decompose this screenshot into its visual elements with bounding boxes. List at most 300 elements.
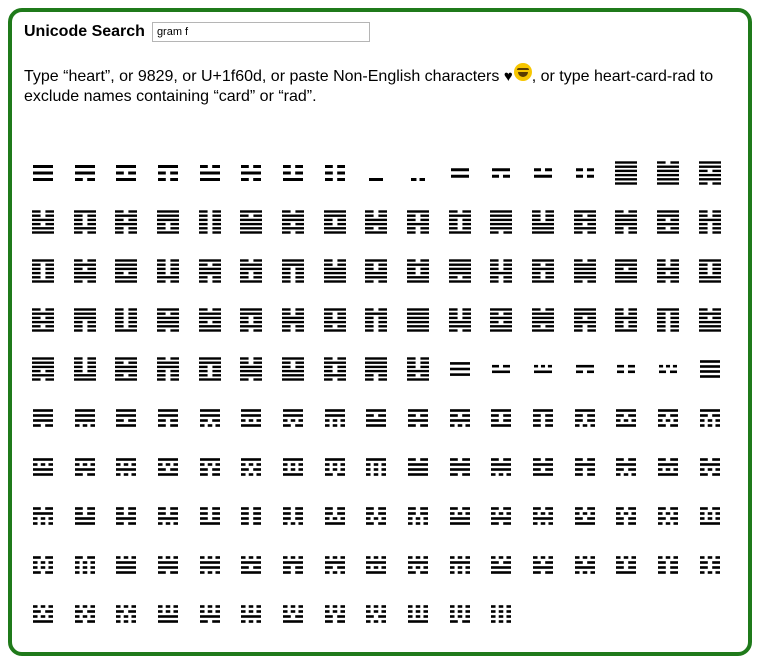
instructions-part-2: , or type heart-card-rad to exclude names containing “card” or “rad”.: [24, 68, 714, 105]
result-glyph[interactable]: [64, 589, 106, 638]
result-glyph[interactable]: [105, 589, 147, 638]
result-glyph[interactable]: [606, 393, 648, 442]
line-glyph-icon: [570, 450, 600, 484]
result-glyph[interactable]: [647, 197, 689, 246]
result-glyph[interactable]: [105, 295, 147, 344]
line-glyph-icon: [195, 156, 225, 190]
result-glyph[interactable]: [689, 246, 731, 295]
result-glyph[interactable]: [689, 148, 731, 197]
search-input[interactable]: [152, 22, 370, 42]
result-glyph[interactable]: [272, 197, 314, 246]
result-glyph[interactable]: [272, 442, 314, 491]
line-glyph-icon: [445, 352, 475, 386]
result-glyph[interactable]: [64, 344, 106, 393]
result-glyph[interactable]: [189, 442, 231, 491]
line-glyph-icon: [528, 401, 558, 435]
result-glyph[interactable]: [439, 589, 481, 638]
result-glyph[interactable]: [314, 393, 356, 442]
result-glyph[interactable]: [397, 148, 439, 197]
result-glyph[interactable]: [314, 442, 356, 491]
line-glyph-icon: [528, 548, 558, 582]
result-glyph[interactable]: [397, 295, 439, 344]
result-glyph[interactable]: [230, 148, 272, 197]
result-glyph[interactable]: [481, 344, 523, 393]
result-glyph[interactable]: [105, 540, 147, 589]
result-glyph[interactable]: [105, 246, 147, 295]
result-glyph[interactable]: [481, 442, 523, 491]
result-glyph[interactable]: [356, 491, 398, 540]
result-glyph[interactable]: [147, 393, 189, 442]
line-glyph-icon: [695, 303, 725, 337]
result-glyph[interactable]: [481, 148, 523, 197]
result-glyph[interactable]: [481, 246, 523, 295]
line-glyph-icon: [28, 450, 58, 484]
result-glyph[interactable]: [397, 197, 439, 246]
result-glyph[interactable]: [230, 344, 272, 393]
result-glyph[interactable]: [689, 491, 731, 540]
line-glyph-icon: [70, 303, 100, 337]
line-glyph-icon: [70, 352, 100, 386]
line-glyph-icon: [195, 548, 225, 582]
line-glyph-icon: [486, 352, 516, 386]
line-glyph-icon: [653, 303, 683, 337]
line-glyph-icon: [320, 156, 350, 190]
result-glyph[interactable]: [147, 540, 189, 589]
line-glyph-icon: [153, 548, 183, 582]
result-glyph[interactable]: [105, 442, 147, 491]
line-glyph-icon: [611, 450, 641, 484]
result-glyph[interactable]: [481, 491, 523, 540]
result-glyph[interactable]: [22, 393, 64, 442]
line-glyph-icon: [403, 303, 433, 337]
result-glyph[interactable]: [481, 393, 523, 442]
result-glyph[interactable]: [606, 491, 648, 540]
line-glyph-icon: [695, 401, 725, 435]
result-glyph[interactable]: [606, 540, 648, 589]
line-glyph-icon: [695, 254, 725, 288]
line-glyph-icon: [361, 548, 391, 582]
line-glyph-icon: [570, 303, 600, 337]
line-glyph-icon: [153, 401, 183, 435]
line-glyph-icon: [361, 401, 391, 435]
result-glyph[interactable]: [189, 344, 231, 393]
line-glyph-icon: [111, 499, 141, 533]
line-glyph-icon: [695, 205, 725, 239]
line-glyph-icon: [320, 254, 350, 288]
line-glyph-icon: [528, 303, 558, 337]
line-glyph-icon: [195, 450, 225, 484]
result-glyph[interactable]: [522, 442, 564, 491]
line-glyph-icon: [486, 205, 516, 239]
line-glyph-icon: [320, 352, 350, 386]
result-glyph[interactable]: [522, 246, 564, 295]
line-glyph-icon: [70, 597, 100, 631]
result-glyph[interactable]: [230, 442, 272, 491]
line-glyph-icon: [445, 597, 475, 631]
result-glyph[interactable]: [439, 148, 481, 197]
result-glyph[interactable]: [606, 442, 648, 491]
line-glyph-icon: [320, 303, 350, 337]
result-glyph[interactable]: [22, 589, 64, 638]
result-glyph[interactable]: [189, 148, 231, 197]
result-glyph[interactable]: [564, 344, 606, 393]
result-glyph[interactable]: [564, 442, 606, 491]
line-glyph-icon: [28, 254, 58, 288]
line-glyph-icon: [528, 352, 558, 386]
line-glyph-icon: [70, 156, 100, 190]
result-glyph[interactable]: [314, 148, 356, 197]
result-glyph[interactable]: [689, 540, 731, 589]
result-glyph[interactable]: [105, 197, 147, 246]
result-glyph[interactable]: [356, 197, 398, 246]
result-glyph[interactable]: [22, 344, 64, 393]
line-glyph-icon: [236, 254, 266, 288]
result-glyph[interactable]: [689, 197, 731, 246]
result-glyph[interactable]: [564, 148, 606, 197]
line-glyph-icon: [195, 597, 225, 631]
result-glyph[interactable]: [189, 393, 231, 442]
line-glyph-icon: [236, 597, 266, 631]
line-glyph-icon: [195, 401, 225, 435]
line-glyph-icon: [28, 548, 58, 582]
line-glyph-icon: [70, 499, 100, 533]
result-glyph[interactable]: [397, 344, 439, 393]
result-glyph[interactable]: [64, 148, 106, 197]
line-glyph-icon: [195, 352, 225, 386]
line-glyph-icon: [111, 548, 141, 582]
result-glyph[interactable]: [522, 295, 564, 344]
line-glyph-icon: [486, 156, 516, 190]
result-glyph[interactable]: [147, 442, 189, 491]
result-glyph[interactable]: [314, 540, 356, 589]
result-glyph[interactable]: [439, 246, 481, 295]
result-glyph[interactable]: [356, 589, 398, 638]
line-glyph-icon: [528, 450, 558, 484]
result-glyph[interactable]: [105, 344, 147, 393]
heart-symbol: ♥: [503, 68, 513, 85]
result-glyph[interactable]: [522, 344, 564, 393]
result-glyph[interactable]: [272, 295, 314, 344]
result-glyph[interactable]: [105, 393, 147, 442]
result-glyph[interactable]: [105, 148, 147, 197]
line-glyph-icon: [70, 205, 100, 239]
line-glyph-icon: [653, 156, 683, 190]
line-glyph-icon: [70, 401, 100, 435]
result-glyph[interactable]: [147, 589, 189, 638]
result-glyph[interactable]: [147, 197, 189, 246]
result-glyph[interactable]: [481, 540, 523, 589]
result-glyph[interactable]: [606, 344, 648, 393]
line-glyph-icon: [403, 205, 433, 239]
result-glyph[interactable]: [230, 295, 272, 344]
line-glyph-icon: [695, 156, 725, 190]
line-glyph-icon: [278, 499, 308, 533]
instructions-part-1: Type “heart”, or 9829, or U+1f60d, or paste Non-English characters: [24, 68, 504, 85]
line-glyph-icon: [236, 156, 266, 190]
result-glyph[interactable]: [189, 491, 231, 540]
line-glyph-icon: [403, 401, 433, 435]
result-glyph[interactable]: [230, 491, 272, 540]
line-glyph-icon: [528, 499, 558, 533]
line-glyph-icon: [695, 548, 725, 582]
result-glyph[interactable]: [522, 540, 564, 589]
result-glyph[interactable]: [647, 344, 689, 393]
line-glyph-icon: [570, 352, 600, 386]
line-glyph-icon: [153, 352, 183, 386]
result-glyph[interactable]: [606, 295, 648, 344]
result-glyph[interactable]: [189, 540, 231, 589]
line-glyph-icon: [278, 401, 308, 435]
line-glyph-icon: [361, 352, 391, 386]
result-glyph[interactable]: [189, 197, 231, 246]
line-glyph-icon: [611, 352, 641, 386]
result-glyph[interactable]: [564, 295, 606, 344]
result-glyph[interactable]: [230, 393, 272, 442]
line-glyph-icon: [445, 401, 475, 435]
line-glyph-icon: [361, 156, 391, 190]
line-glyph-icon: [236, 548, 266, 582]
search-header: [24, 22, 370, 42]
result-glyph[interactable]: [230, 246, 272, 295]
line-glyph-icon: [486, 597, 516, 631]
result-glyph[interactable]: [147, 295, 189, 344]
result-glyph[interactable]: [64, 246, 106, 295]
line-glyph-icon: [236, 205, 266, 239]
result-glyph[interactable]: [439, 197, 481, 246]
result-glyph[interactable]: [22, 246, 64, 295]
line-glyph-icon: [320, 597, 350, 631]
result-glyph[interactable]: [22, 295, 64, 344]
result-glyph[interactable]: [564, 197, 606, 246]
result-glyph[interactable]: [22, 540, 64, 589]
result-glyph[interactable]: [397, 491, 439, 540]
result-glyph[interactable]: [689, 393, 731, 442]
line-glyph-icon: [111, 303, 141, 337]
result-glyph[interactable]: [272, 393, 314, 442]
result-glyph[interactable]: [356, 295, 398, 344]
line-glyph-icon: [111, 450, 141, 484]
result-glyph[interactable]: [564, 393, 606, 442]
line-glyph-icon: [278, 156, 308, 190]
line-glyph-icon: [153, 499, 183, 533]
line-glyph-icon: [28, 401, 58, 435]
line-glyph-icon: [445, 548, 475, 582]
line-glyph-icon: [320, 401, 350, 435]
result-glyph[interactable]: [689, 295, 731, 344]
line-glyph-icon: [611, 156, 641, 190]
result-glyph[interactable]: [439, 295, 481, 344]
result-glyph[interactable]: [272, 148, 314, 197]
result-glyph[interactable]: [272, 540, 314, 589]
result-glyph[interactable]: [314, 491, 356, 540]
result-glyph[interactable]: [397, 540, 439, 589]
line-glyph-icon: [153, 597, 183, 631]
result-glyph[interactable]: [105, 491, 147, 540]
result-glyph[interactable]: [147, 246, 189, 295]
line-glyph-icon: [486, 401, 516, 435]
line-glyph-icon: [528, 205, 558, 239]
line-glyph-icon: [653, 254, 683, 288]
line-glyph-icon: [361, 450, 391, 484]
line-glyph-icon: [403, 597, 433, 631]
line-glyph-icon: [653, 548, 683, 582]
line-glyph-icon: [361, 597, 391, 631]
line-glyph-icon: [320, 548, 350, 582]
line-glyph-icon: [28, 303, 58, 337]
line-glyph-icon: [278, 303, 308, 337]
line-glyph-icon: [695, 352, 725, 386]
result-glyph[interactable]: [397, 393, 439, 442]
result-glyph[interactable]: [439, 540, 481, 589]
line-glyph-icon: [611, 254, 641, 288]
result-glyph[interactable]: [647, 246, 689, 295]
result-glyph[interactable]: [22, 148, 64, 197]
result-glyph[interactable]: [314, 344, 356, 393]
result-glyph[interactable]: [564, 491, 606, 540]
result-glyph[interactable]: [272, 246, 314, 295]
line-glyph-icon: [611, 205, 641, 239]
result-glyph[interactable]: [606, 197, 648, 246]
result-glyph[interactable]: [272, 491, 314, 540]
line-glyph-icon: [403, 499, 433, 533]
result-glyph[interactable]: [397, 442, 439, 491]
result-glyph[interactable]: [64, 540, 106, 589]
line-glyph-icon: [528, 254, 558, 288]
result-glyph[interactable]: [272, 589, 314, 638]
result-glyph[interactable]: [147, 491, 189, 540]
result-glyph[interactable]: [647, 393, 689, 442]
result-glyph[interactable]: [64, 197, 106, 246]
line-glyph-icon: [445, 254, 475, 288]
line-glyph-icon: [570, 254, 600, 288]
line-glyph-icon: [570, 205, 600, 239]
line-glyph-icon: [611, 303, 641, 337]
line-glyph-icon: [278, 450, 308, 484]
result-glyph[interactable]: [522, 197, 564, 246]
instructions-text: [24, 63, 729, 107]
result-glyph[interactable]: [439, 344, 481, 393]
line-glyph-icon: [28, 352, 58, 386]
line-glyph-icon: [28, 499, 58, 533]
result-glyph[interactable]: [689, 344, 731, 393]
result-glyph[interactable]: [314, 295, 356, 344]
result-glyph[interactable]: [189, 589, 231, 638]
result-glyph[interactable]: [189, 295, 231, 344]
result-glyph[interactable]: [314, 197, 356, 246]
result-glyph[interactable]: [439, 393, 481, 442]
result-glyph[interactable]: [356, 393, 398, 442]
result-glyph[interactable]: [481, 589, 523, 638]
line-glyph-icon: [403, 156, 433, 190]
result-glyph[interactable]: [439, 491, 481, 540]
line-glyph-icon: [236, 450, 266, 484]
result-glyph[interactable]: [647, 442, 689, 491]
page-title: Unicode Search: [24, 23, 145, 40]
result-glyph[interactable]: [147, 344, 189, 393]
line-glyph-icon: [445, 156, 475, 190]
result-glyph[interactable]: [356, 246, 398, 295]
result-glyph[interactable]: [230, 197, 272, 246]
result-glyph[interactable]: [647, 295, 689, 344]
result-glyph[interactable]: [272, 344, 314, 393]
line-glyph-icon: [195, 499, 225, 533]
result-glyph[interactable]: [22, 491, 64, 540]
line-glyph-icon: [236, 401, 266, 435]
line-glyph-icon: [653, 401, 683, 435]
result-glyph[interactable]: [189, 246, 231, 295]
result-glyph[interactable]: [22, 197, 64, 246]
result-glyph[interactable]: [397, 589, 439, 638]
line-glyph-icon: [111, 401, 141, 435]
result-glyph[interactable]: [647, 491, 689, 540]
line-glyph-icon: [236, 499, 266, 533]
result-glyph[interactable]: [647, 540, 689, 589]
line-glyph-icon: [236, 352, 266, 386]
line-glyph-icon: [361, 499, 391, 533]
line-glyph-icon: [486, 499, 516, 533]
result-glyph[interactable]: [64, 491, 106, 540]
line-glyph-icon: [278, 548, 308, 582]
line-glyph-icon: [153, 254, 183, 288]
line-glyph-icon: [695, 499, 725, 533]
line-glyph-icon: [445, 205, 475, 239]
result-glyph[interactable]: [689, 442, 731, 491]
result-glyph[interactable]: [230, 540, 272, 589]
result-glyph[interactable]: [356, 148, 398, 197]
line-glyph-icon: [153, 450, 183, 484]
line-glyph-icon: [695, 450, 725, 484]
result-glyph[interactable]: [522, 491, 564, 540]
result-glyph[interactable]: [647, 148, 689, 197]
line-glyph-icon: [320, 205, 350, 239]
result-glyph[interactable]: [522, 393, 564, 442]
result-glyph[interactable]: [64, 442, 106, 491]
result-glyph[interactable]: [22, 442, 64, 491]
result-glyph[interactable]: [481, 295, 523, 344]
line-glyph-icon: [570, 401, 600, 435]
line-glyph-icon: [111, 597, 141, 631]
line-glyph-icon: [653, 205, 683, 239]
line-glyph-icon: [361, 303, 391, 337]
result-glyph[interactable]: [356, 540, 398, 589]
line-glyph-icon: [445, 450, 475, 484]
line-glyph-icon: [403, 450, 433, 484]
line-glyph-icon: [361, 254, 391, 288]
result-glyph[interactable]: [522, 148, 564, 197]
result-glyph[interactable]: [230, 589, 272, 638]
line-glyph-icon: [361, 205, 391, 239]
result-glyph[interactable]: [356, 344, 398, 393]
line-glyph-icon: [195, 303, 225, 337]
result-glyph[interactable]: [439, 442, 481, 491]
result-glyph[interactable]: [606, 246, 648, 295]
line-glyph-icon: [278, 352, 308, 386]
result-glyph[interactable]: [606, 148, 648, 197]
result-glyph[interactable]: [147, 148, 189, 197]
result-glyph[interactable]: [481, 197, 523, 246]
result-glyph[interactable]: [64, 393, 106, 442]
result-glyph[interactable]: [314, 589, 356, 638]
line-glyph-icon: [486, 254, 516, 288]
result-glyph[interactable]: [64, 295, 106, 344]
result-glyph[interactable]: [314, 246, 356, 295]
result-glyph[interactable]: [564, 540, 606, 589]
result-glyph[interactable]: [564, 246, 606, 295]
result-glyph[interactable]: [397, 246, 439, 295]
line-glyph-icon: [653, 450, 683, 484]
result-glyph[interactable]: [356, 442, 398, 491]
line-glyph-icon: [153, 303, 183, 337]
